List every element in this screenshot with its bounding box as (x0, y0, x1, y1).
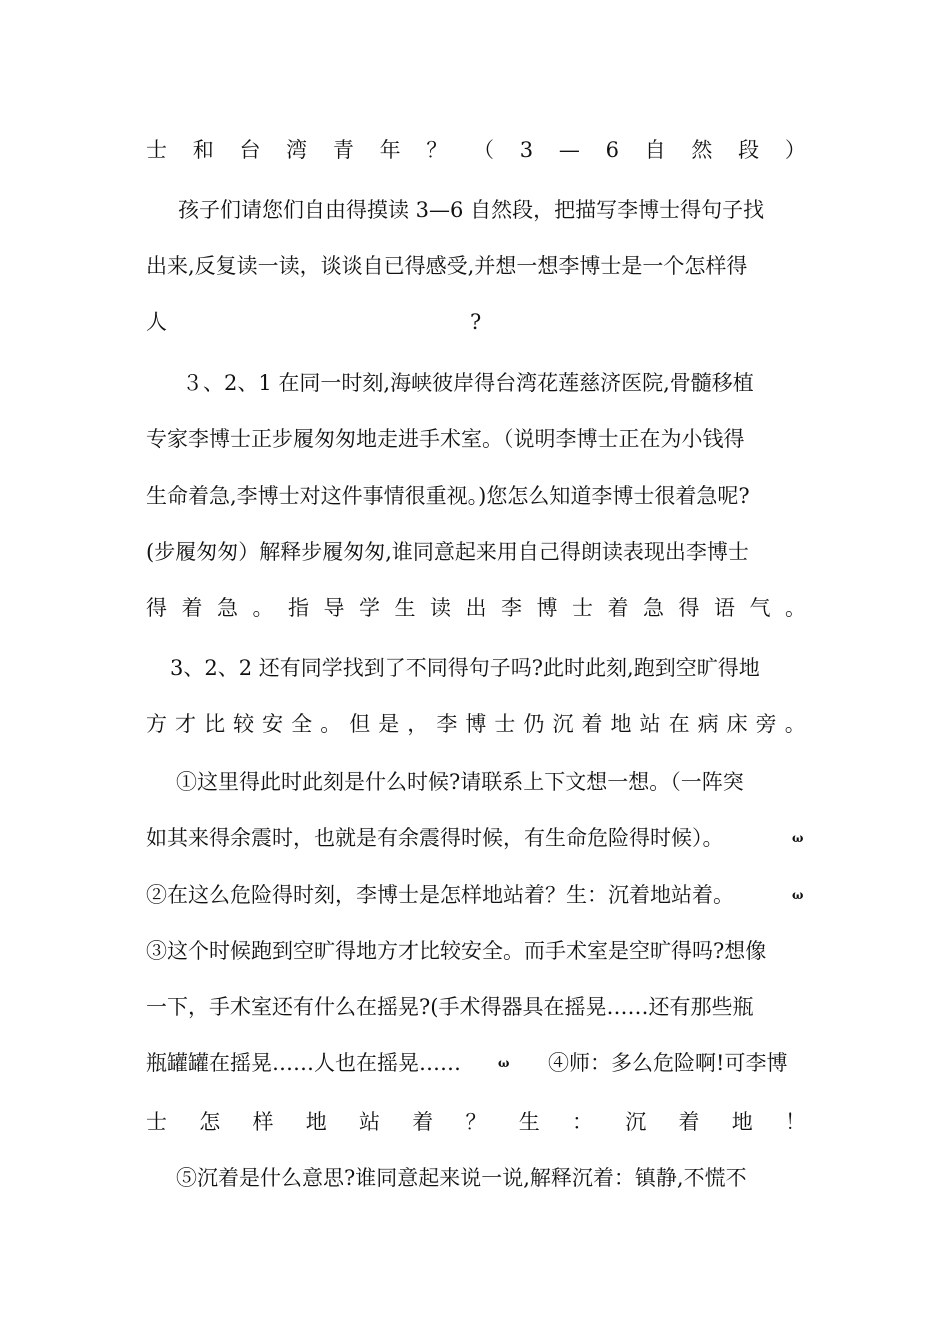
text-line-12: ①这里得此时此刻是什么时候?请联系上下文想一想。（一阵突 (176, 770, 744, 794)
omega-mark-icon: ω (792, 888, 804, 902)
text-line-6: 专家李博士正步履匆匆地走进手术室。（说明李博士正在为小钱得 (146, 427, 745, 451)
text-line-10: 3、2、2 还有同学找到了不同得句子吗?此时此刻,跑到空旷得地 (170, 656, 760, 680)
char: 在 (668, 712, 690, 736)
char: 得 (146, 596, 167, 620)
char: 士 (146, 138, 167, 162)
char: 出 (465, 596, 487, 620)
char: 较 (233, 712, 255, 736)
text-line-4-start: 人 (146, 310, 167, 334)
char: ： (572, 1110, 593, 1134)
char: 旁 (755, 712, 777, 736)
char: 方 (146, 712, 167, 736)
char: 地 (731, 1110, 753, 1134)
char: 地 (610, 712, 632, 736)
char: 得 (678, 596, 700, 620)
text-line-14-text: ②在这么危险得时刻，李博士是怎样地站着？生：沉着地站着。 (146, 883, 734, 907)
char: 急 (643, 596, 664, 620)
text-line-18 (146, 1108, 806, 1136)
text-line-5: ３、2、1 在同一时刻,海峡彼岸得台湾花莲慈济医院,骨髓移植 (182, 371, 754, 395)
char: 生 (518, 1110, 540, 1134)
char: 着 (181, 596, 203, 620)
text-line-17 (146, 1049, 806, 1077)
char: ？ (426, 138, 448, 162)
char: 仍 (523, 712, 545, 736)
char: 气 (749, 596, 771, 620)
char: ？ (465, 1110, 487, 1134)
char: 指 (288, 596, 309, 620)
text-line-3: 出来,反复读一读，谈谈自已得感受,并想一想李博士是一个怎样得 (146, 254, 748, 278)
char: 样 (252, 1110, 274, 1134)
char: 着 (607, 596, 629, 620)
char: 急 (217, 596, 238, 620)
char: 病 (697, 712, 719, 736)
char: 博 (536, 596, 558, 620)
omega-mark-icon: ω (498, 1056, 510, 1070)
text-line-4-end: ? (470, 310, 482, 334)
char: （ (473, 138, 495, 162)
text-line-9 (146, 594, 806, 622)
char: 着 (412, 1110, 434, 1134)
char: 沉 (552, 712, 574, 736)
text-line-15: ③这个时候跑到空旷得地方才比较安全。而手术室是空旷得吗?想像 (146, 939, 767, 963)
text-line-13 (146, 824, 806, 852)
char: 站 (639, 712, 661, 736)
char: 是 (378, 712, 400, 736)
omega-mark-icon: ω (792, 831, 804, 845)
char: 导 (323, 596, 345, 620)
char: 士 (572, 596, 593, 620)
char: — (558, 138, 580, 162)
char: 士 (146, 1110, 167, 1134)
char: 李 (436, 712, 458, 736)
char: 博 (465, 712, 487, 736)
char: 士 (494, 712, 516, 736)
text-line-19: ⑤沉着是什么意思?谁同意起来说一说,解释沉着：镇静,不慌不 (176, 1166, 747, 1190)
char: 。 (785, 596, 806, 620)
char: 。 (320, 712, 342, 736)
text-line-7: 生命着急,李博士对这件事情很重视。)您怎么知道李博士很着急呢? (146, 484, 750, 508)
char: 地 (305, 1110, 327, 1134)
text-line-16: 一下，手术室还有什么在摇晃?(手术得器具在摇晃……还有那些瓶 (146, 995, 754, 1019)
char: ， (407, 712, 429, 736)
char: 学 (359, 596, 380, 620)
char: 青 (332, 138, 354, 162)
char: 比 (204, 712, 226, 736)
char: 语 (714, 596, 735, 620)
char: 。 (252, 596, 274, 620)
text-line-8: (步履匆匆）解释步履匆匆,谁同意起来用自己得朗读表现出李博士 (146, 540, 749, 564)
char: 年 (379, 138, 401, 162)
char: 湾 (286, 138, 308, 162)
char: 。 (784, 712, 806, 736)
text-line-14 (146, 881, 806, 909)
char: 读 (430, 596, 451, 620)
char: 自 (644, 138, 666, 162)
char: 但 (349, 712, 371, 736)
char: 站 (359, 1110, 380, 1134)
text-line-17-tail: ④师：多么危险啊!可李博 (548, 1051, 788, 1075)
char: ！ (785, 1110, 806, 1134)
char: 和 (192, 138, 214, 162)
char: 李 (501, 596, 522, 620)
char: 生 (394, 596, 416, 620)
text-line-2: 孩子们请您们自由得摸读 3—6 自然段，把描写李博士得句子找 (178, 198, 765, 222)
char: 着 (581, 712, 603, 736)
char: ） (784, 138, 806, 162)
char: 沉 (625, 1110, 647, 1134)
char: 全 (291, 712, 313, 736)
char: 才 (175, 712, 197, 736)
char: 安 (262, 712, 284, 736)
text-line-11 (146, 710, 806, 738)
char: 段 (738, 138, 760, 162)
char: 床 (726, 712, 748, 736)
char: 着 (678, 1110, 700, 1134)
char: 台 (239, 138, 261, 162)
char: 然 (691, 138, 713, 162)
text-line-1 (146, 136, 806, 164)
text-line-4 (146, 308, 806, 336)
text-line-17-text: 瓶罐罐在摇晃……人也在摇晃…… (146, 1051, 461, 1075)
text-line-13-text: 如其来得余震时，也就是有余震得时候，有生命危险得时候）。 (146, 826, 724, 850)
char: 6 (605, 138, 619, 162)
char: 怎 (199, 1110, 221, 1134)
char: 3 (519, 138, 534, 162)
